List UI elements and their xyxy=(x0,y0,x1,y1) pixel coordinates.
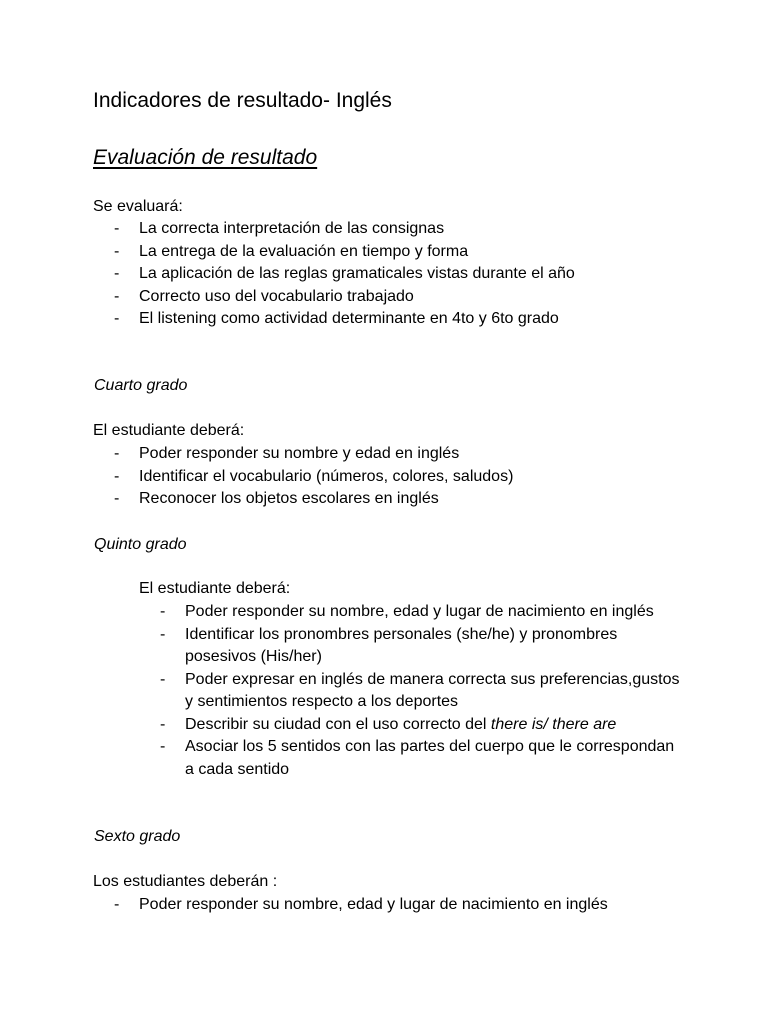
list-item-text: Poder responder su nombre, edad y lugar de nacimiento en inglés xyxy=(139,896,608,913)
list-item-text: El listening como actividad determinante en 4to y 6to grado xyxy=(139,310,559,327)
list-item-text: Identificar el vocabulario (números, colores, saludos) xyxy=(139,467,514,485)
list-item-text: Correcto uso del vocabulario trabajado xyxy=(139,287,414,305)
bullet-dash: - xyxy=(160,625,166,643)
list-item xyxy=(93,218,575,241)
bullet-dash: - xyxy=(114,287,120,305)
list-item-text: Identificar los pronombres personales (she/he) y pronombres posesivos (His/her) xyxy=(185,625,618,665)
bullet-dash: - xyxy=(160,670,166,688)
bullet-dash: - xyxy=(160,738,166,755)
bullet-dash: - xyxy=(114,265,120,282)
sexto-list xyxy=(93,894,608,917)
bullet-dash: - xyxy=(114,896,120,913)
list-item-text: La correcta interpretación de las consignas xyxy=(139,220,445,237)
list-item-text: Reconocer los objetos escolares en inglés xyxy=(139,490,439,507)
list-item xyxy=(93,443,513,466)
list-item-text: La aplicación de las reglas gramaticales vistas durante el año xyxy=(139,265,575,282)
bullet-dash: - xyxy=(160,603,166,620)
list-item-text: Poder responder su nombre y edad en inglés xyxy=(139,445,460,462)
document-title: Indicadores de resultado- Inglés xyxy=(93,89,392,112)
list-item xyxy=(139,624,684,669)
list-item-text: Describir su ciudad con el uso correcto del xyxy=(185,715,491,733)
quinto-intro: El estudiante deberá: xyxy=(139,580,291,597)
list-item xyxy=(93,308,575,331)
list-item xyxy=(93,241,575,264)
section-heading: Evaluación de resultado xyxy=(93,146,318,169)
list-item-text: La entrega de la evaluación en tiempo y forma xyxy=(139,242,469,260)
list-item xyxy=(139,601,684,624)
bullet-dash: - xyxy=(114,242,120,260)
list-item xyxy=(139,714,684,737)
quinto-list xyxy=(139,601,684,781)
cuarto-list xyxy=(93,443,513,511)
bullet-dash: - xyxy=(114,445,120,462)
list-item xyxy=(93,263,575,286)
bullet-dash: - xyxy=(160,715,166,733)
list-item xyxy=(139,669,684,714)
list-item xyxy=(93,286,575,309)
evaluation-intro: Se evaluará: xyxy=(93,198,183,215)
list-item-text: Poder responder su nombre, edad y lugar de nacimiento en inglés xyxy=(185,603,654,620)
quinto-grado-heading: Quinto grado xyxy=(94,536,187,553)
list-item-text: Poder expresar en inglés de manera correcta sus preferencias,gustos y sentimientos respecto a los deportes xyxy=(185,670,680,710)
list-item xyxy=(139,736,684,781)
sexto-intro: Los estudiantes deberán : xyxy=(93,873,278,890)
bullet-dash: - xyxy=(114,220,120,237)
bullet-dash: - xyxy=(114,490,120,507)
bullet-dash: - xyxy=(114,467,120,485)
list-item xyxy=(93,488,513,511)
list-item xyxy=(93,894,608,917)
sexto-grado-heading: Sexto grado xyxy=(94,828,181,845)
cuarto-grado-heading: Cuarto grado xyxy=(94,377,188,394)
list-item-text: Asociar los 5 sentidos con las partes del cuerpo que le correspondan a cada sentido xyxy=(185,738,675,778)
cuarto-intro: El estudiante deberá: xyxy=(93,422,245,439)
emphasis-text: there is/ there are xyxy=(490,715,617,733)
list-item xyxy=(93,466,513,489)
bullet-dash: - xyxy=(114,310,120,327)
evaluation-list xyxy=(93,218,575,331)
